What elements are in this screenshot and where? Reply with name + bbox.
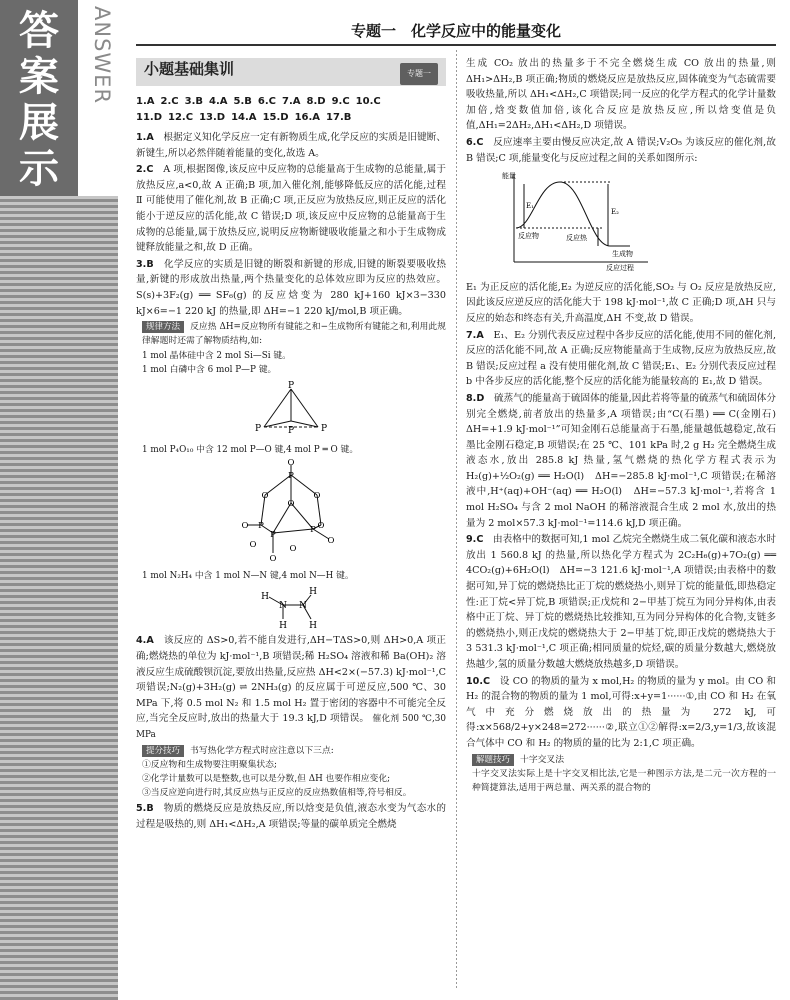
white-phosphorus-structure — [246, 379, 336, 441]
question-number: 7.A — [466, 329, 484, 341]
explanation-q5-continued: 生成 CO₂ 放出的热量多于不完全燃烧生成 CO 放出的热量,则 ΔH₁>ΔH₂,B 项正确;物质的燃烧反应是放热反应,固体硫变为气态硫需要吸收热量,所以 ΔH₁<ΔH₂,C 项错误;同一反应的化学方程式的化学计量数加倍,焓变数值加倍,该化合反应是放热反应,所以焓变值是负值,ΔH₁=2ΔH₂,ΔH₁<ΔH₂,D 项错误。 — [466, 58, 776, 132]
tip-list-item: ②化学计量数可以是整数,也可以是分数,但 ΔH 也要作相应变化; — [142, 773, 391, 784]
atom-label: O — [313, 491, 321, 502]
atom-label: P — [254, 423, 262, 434]
sidebar-en-label: ANSWER — [90, 6, 114, 105]
explanation-q2 — [136, 162, 446, 256]
atom-label: H — [309, 621, 317, 632]
tip-rule — [136, 320, 446, 348]
question-number: 5.B — [136, 803, 154, 815]
structure-note: 1 mol 晶体硅中含 2 mol Si—Si 键。 — [142, 350, 291, 361]
reaction-condition: 催化剂 500 ℃,30 MPa — [136, 714, 447, 740]
tip-text: 十字交叉法 — [520, 754, 565, 765]
atom-label: H — [279, 621, 287, 632]
tip-text: 书写热化学方程式时应注意以下三点: — [190, 745, 334, 756]
answer-item: 14.A — [231, 112, 257, 123]
answer-item: 3.B — [184, 96, 203, 107]
atom-label: H — [261, 592, 269, 603]
atom-label: O — [287, 499, 295, 510]
atom-label: O — [261, 491, 269, 502]
answer-item: 8.D — [306, 96, 326, 107]
energy-diagram — [502, 170, 652, 273]
answer-item: 11.D — [136, 112, 163, 123]
answer-item: 1.A — [136, 96, 155, 107]
explanation-q6 — [466, 135, 776, 166]
atom-label: P — [287, 380, 295, 391]
explanation-q4 — [136, 633, 446, 742]
atom-label: O — [289, 544, 297, 555]
p4o10-structure — [231, 459, 351, 567]
atom-label: O — [287, 458, 295, 469]
explanation-q10 — [466, 674, 776, 752]
explanation-text: 设 CO 的物质的量为 x mol,H₂ 的物质的量为 y mol。由 CO 和 H₂ 的混合物的物质的量为 1 mol,可得:x+y=1······①,由 CO 和 H₂ 在氧气中充分燃烧放出的热量为 272 kJ,可得:x×568/2+y×248=272······②,联立①②解得:x=2/3,y=1/3,故该混合气体中 CO 和 H₂ 的物质的量的比为 2:1,C 项正确。 — [466, 675, 776, 749]
answer-item: 2.C — [160, 96, 179, 107]
answer-item: 16.A — [294, 112, 321, 123]
answer-item: 12.C — [168, 112, 194, 123]
explanation-text: 由表格中的数据可知,1 mol 乙烷完全燃烧生成二氧化碳和液态水时放出 1 560.8 kJ 的热量,所以热化学方程式为 2C₂H₆(g)+7O₂(g) ══ 4CO₂(g)+6H₂O(l) ΔH=−3 121.6 kJ·mol⁻¹,A 项错误;由表格中的数据可知,异丁烷的燃烧热比正丁烷的燃烧热小,则异丁烷的能量低,即热稳定性:正丁烷<异丁烷,B 项错误;正戊烷和 2−甲基丁烷互为同分异构体,由表格中正丁烷、异丁烷的燃烧热比较推知,互为同分异构体的化合物,支链多的燃烧热小,则正戊烷的燃烧热大于 2−甲基丁烷,即正戊烷的燃烧热大于 3 531.3 kJ·mol⁻¹,C 项正确;相同质量的烷烃,碳的质量分数越大,燃烧放热越少,氢的质量分数越大燃烧放热越多,D 项错误。 — [466, 534, 776, 670]
atom-label: O — [241, 521, 249, 532]
explanation-text: 根据定义知化学反应一定有新物质生成,化学反应的实质是旧键断、新键生,所以必然伴随着能量的变化,故选 A。 — [136, 132, 446, 159]
section-title: 小题基础集训 — [144, 60, 235, 78]
tip-scoring — [136, 744, 446, 758]
heat-label: 反应热 — [566, 234, 587, 243]
page — [136, 0, 786, 1000]
atom-label: O — [327, 536, 335, 547]
answer-item: 15.D — [262, 112, 289, 123]
explanation-q5 — [136, 801, 446, 832]
explanation-q1 — [136, 130, 446, 161]
question-number: 10.C — [466, 675, 491, 687]
structure-note: 1 mol 白磷中含 6 mol P—P 键。 — [142, 364, 277, 375]
question-number: 1.A — [136, 132, 154, 143]
product-label: 生成物 — [612, 250, 633, 259]
answer-item: 10.C — [355, 96, 381, 107]
tip-text: 反应热 ΔH=反应物所有键能之和−生成物所有键能之和,利用此规律解题时还需了解物质结构,如: — [142, 322, 446, 347]
x-axis-label: 反应过程 — [606, 264, 634, 273]
sidebar-title-char: 案 — [19, 54, 59, 100]
y-axis-label: 能量 — [502, 172, 516, 181]
explanation-q9 — [466, 532, 776, 672]
explanation-q3 — [136, 257, 446, 319]
answer-item: 9.C — [331, 96, 350, 107]
answer-item: 13.D — [199, 112, 226, 123]
atom-label: N — [299, 601, 307, 612]
reactant-label: 反应物 — [518, 232, 539, 241]
e2-label: E₂ — [611, 208, 619, 217]
sidebar — [0, 0, 118, 1000]
answer-item: 6.C — [257, 96, 276, 107]
explanation-q7 — [466, 328, 776, 390]
page-title: 专题一 化学反应中的能量变化 — [350, 22, 561, 40]
answer-item: 17.B — [326, 112, 352, 123]
tip-label: 提分技巧 — [142, 745, 184, 757]
answer-key — [136, 94, 446, 126]
tip-list-item: ①反应物和生成物要注明聚集状态; — [142, 759, 277, 770]
question-number: 8.D — [466, 392, 485, 404]
sidebar-stripes — [0, 196, 118, 1000]
atom-label: P — [270, 530, 276, 541]
explanation-text: 反应速率主要由慢反应决定,故 A 错误;V₂O₅ 为该反应的催化剂,故 B 错误;C 项,能量变化与反应过程之间的关系如图所示: — [466, 136, 776, 164]
atom-label: N — [279, 601, 287, 612]
explanation-text: E₁、E₂ 分别代表反应过程中各步反应的活化能,使用不同的催化剂,反应的活化能不同,故 A 正确;反应物能量高于生成物,反应为放热反应,故 B 错误;反应过程 a 没有使用催化剂,故 C 错误;E₁、E₂ 分别代表反应过程 b 中各步反应的活化能,整个反应的活化能为能量较高的 E₁,故 D 错误。 — [466, 329, 776, 388]
answer-item: 5.B — [233, 96, 252, 107]
question-number: 4.A — [136, 635, 154, 647]
atom-label: O — [269, 554, 277, 565]
right-column — [466, 56, 786, 986]
tip-label: 解题技巧 — [472, 754, 514, 766]
section-banner — [136, 58, 446, 86]
atom-label: P — [288, 471, 294, 482]
question-number: 9.C — [466, 534, 484, 546]
tip-list-item: ③当反应逆向进行时,其反应热与正反应的反应热数值相等,符号相反。 — [142, 788, 412, 799]
atom-label: H — [309, 587, 317, 598]
explanation-text: 该反应的 ΔS>0,若不能自发进行,ΔH−TΔS>0,则 ΔH>0,A 项正确;燃烧热的单位为 kJ·mol⁻¹,B 项错误;稀 H₂SO₄ 溶液和稀 Ba(OH)₂ 溶液反应生成硫酸钡沉淀,要放出热量,反应热 ΔH<2×(−57.3) kJ·mol⁻¹,C 项错误;N₂(g)+3H₂(g) ⇌ 2NH₃(g) 的反应属于可逆反应,500 ℃、30 MPa 下,将 0.5 mol N₂ 和 1.5 mol H₂ 置于密闭的容器中不可能完全反应,当完全反应时,放出的热量大于 19.3 kJ,D 项错误。 — [136, 635, 446, 725]
sidebar-title — [0, 0, 78, 196]
structure-note: 1 mol P₄O₁₀ 中含 12 mol P—O 键,4 mol P ═ O 键。 — [142, 444, 359, 455]
atom-label: P — [320, 423, 328, 434]
explanation-q8 — [466, 391, 786, 531]
explanation-text: 物质的燃烧反应是放热反应,所以焓变是负值,液态水变为气态水的过程是吸热的,则 ΔH₁<ΔH₂,A 项错误;等量的碳单质完全燃烧 — [136, 803, 447, 830]
atom-label: P — [258, 521, 264, 532]
question-number: 6.C — [466, 136, 484, 148]
explanation-q6-continued: E₁ 为正反应的活化能,E₂ 为逆反应的活化能,SO₂ 与 O₂ 反应是放热反应,因此该反应逆反应的活化能大于 198 kJ·mol⁻¹,故 C 正确;D 项,ΔH 只与反应的始态和终态有关,升高温度,ΔH 不变,故 D 错误。 — [466, 281, 776, 324]
atom-label: P — [310, 525, 316, 536]
hydrazine-structure — [251, 585, 331, 631]
answer-row — [136, 94, 446, 110]
question-number: 2.C — [136, 164, 154, 176]
atom-label: O — [317, 521, 325, 532]
question-number: 3.B — [136, 258, 154, 270]
atom-label: O — [249, 540, 257, 551]
tip-label: 规律方法 — [142, 321, 184, 333]
left-column — [136, 56, 446, 986]
answer-item: 7.A — [282, 96, 301, 107]
tip-body: 十字交叉法实际上是十字交叉相比法,它是一种图示方法,是二元一次方程的一种简捷算法,适用于两总量、两关系的混合物的 — [472, 768, 776, 793]
explanation-text: 硫蒸气的能量高于硫固体的能量,因此若将等量的硫蒸气和硫固体分别完全燃烧,前者放出的热量多,A 项错误;由“C(石墨) ══ C(金刚石) ΔH=+1.9 kJ·mol⁻¹”可知金刚石总能量高于石墨,能量越低越稳定,故石墨比金刚石稳定,B 项错误;在 25 ℃、101 kPa 时,2 g H₂ 完全燃烧生成液态水,放出 285.8 kJ 热量,氢气燃烧的热化学方程式表示为 H₂(g)+½O₂(g) ══ H₂O(l) ΔH=−285.8 kJ·mol⁻¹,C 项错误;在稀溶液中,H⁺(aq)+OH⁻(aq) ══ H₂O(l) ΔH=−57.3 kJ·mol⁻¹,若将含 1 mol H₂SO₄ 与含 2 mol NaOH 的稀溶液混合生成 2 mol 水,放出的热量为 2 mol×57.3 kJ·mol⁻¹=114.6 kJ,D 项正确。 — [466, 392, 786, 529]
sidebar-title-char: 示 — [19, 146, 59, 192]
header-divider — [136, 44, 776, 46]
answer-item: 4.A — [209, 96, 228, 107]
explanation-text: A 项,根据图像,该反应中反应物的总能量高于生成物的总能量,属于放热反应,a<0,故 A 正确;B 项,加入催化剂,能够降低反应的活化能,过程 Ⅱ 可能使用了催化剂,故 B 正确;C 项,正反应为放热反应,则正反应的活化能小于逆反应的活化能,故 C 错误;D 项,该反应中反应物的总能量高于生成物的总能量,属于放热反应,说明反应物断键吸收能量之和小于生成物成键释放能量之和,故 D 正确。 — [136, 164, 446, 254]
answer-row — [136, 110, 446, 126]
column-divider — [456, 50, 457, 990]
atom-label: P — [287, 425, 295, 436]
e1-label: E₁ — [526, 202, 534, 211]
sidebar-title-char: 展 — [19, 100, 59, 146]
explanation-text: 化学反应的实质是旧键的断裂和新键的形成,旧键的断裂要吸收热量,新键的形成放出热量,两个热量变化的总体效应即为反应的热效应。S(s)+3F₂(g) ══ SF₆(g) 的反应焓变为 280 kJ+160 kJ×3−330 kJ×6=−1 220 kJ 的热量,即 ΔH=−1 220 kJ/mol,B 项正确。 — [136, 258, 446, 317]
tip-solving — [466, 753, 776, 767]
section-tag: 专题一 — [400, 63, 438, 85]
structure-note: 1 mol N₂H₄ 中含 1 mol N—N 键,4 mol N—H 键。 — [142, 571, 354, 582]
sidebar-title-char: 答 — [19, 8, 59, 54]
